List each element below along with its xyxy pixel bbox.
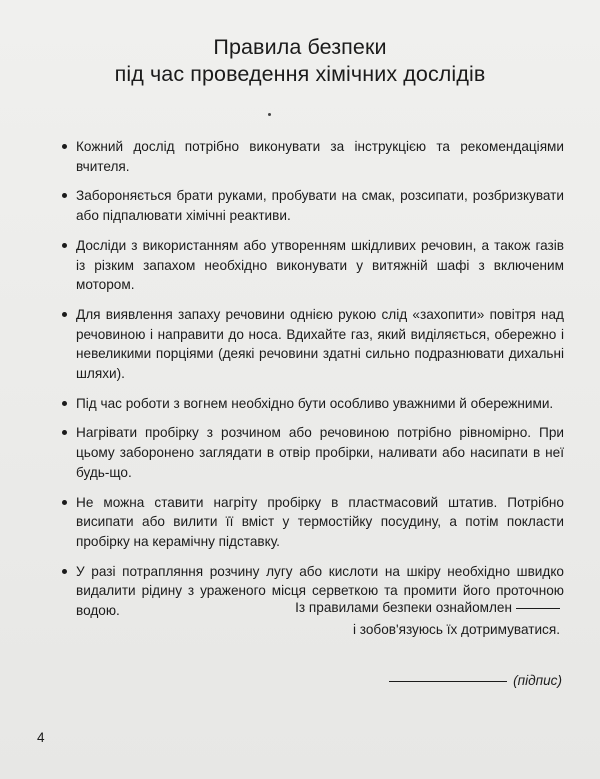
rule-text: Забороняється брати руками, пробувати на смак, розсипати, розбризкувати або підпалювати хімічні реактиви. xyxy=(76,188,564,224)
bullet-icon xyxy=(62,401,67,406)
rule-text: Під час роботи з вогнем необхідно бути особливо уважними й обережними. xyxy=(76,395,554,411)
rule-item xyxy=(62,137,564,176)
page-number: 4 xyxy=(37,730,45,745)
title-line-1: Правила безпеки xyxy=(213,35,387,59)
rule-item xyxy=(62,423,564,482)
rule-item xyxy=(62,493,564,552)
acknowledgement-block xyxy=(160,597,560,641)
rule-text: Нагрівати пробірку з розчином або речовиною потрібно рівномірно. При цьому заборонено заглядати в отвір пробірки, наливати або насипати в неї будь-що. xyxy=(76,425,564,480)
ending-blank-field[interactable] xyxy=(516,608,560,609)
bullet-icon xyxy=(62,569,67,574)
page-title xyxy=(0,34,600,88)
rule-item xyxy=(62,236,564,295)
rule-text: Досліди з використанням або утворенням шкідливих речовин, а також газів із різким запахом необхідно виконувати у витяжній шафі з включеним мотором. xyxy=(76,237,564,293)
bullet-icon xyxy=(62,243,67,248)
rule-item xyxy=(62,305,564,384)
bullet-icon xyxy=(62,430,67,435)
signature-line[interactable] xyxy=(389,681,507,682)
bullet-icon xyxy=(62,144,67,149)
signature-block xyxy=(389,671,562,691)
rule-text: Для виявлення запаху речовини однією рукою слід «захопити» повітря над речовиною і направити до носа. Вдихайте газ, який виділяється, обережно і невеликими порціями (деякі речовини здатні сильно подразнювати дихальні шляхи). xyxy=(76,306,564,382)
rule-text: Не можна ставити нагріту пробірку в пластмасовий штатив. Потрібно висипати або вилити її вміст у термостійку посудину, а потім покласти пробірку на керамічну підставку. xyxy=(76,494,564,549)
rule-item xyxy=(62,394,564,414)
safety-rules-list xyxy=(62,137,564,631)
signature-label: (підпис) xyxy=(513,673,562,688)
title-line-2: під час проведення хімічних дослідів xyxy=(114,62,486,86)
acknowledgement-text: Із правилами безпеки ознайомлен xyxy=(295,600,512,615)
acknowledgement-commitment: і зобов'язуюсь їх дотримуватися. xyxy=(353,622,560,637)
print-dot-mark xyxy=(268,113,271,116)
bullet-icon xyxy=(62,193,67,198)
rule-text: У разі потрапляння розчину лугу або кислоти на шкіру необхідно швидко видалити рідину з ураженого місця серветкою та промити його проточною водою. xyxy=(76,563,564,619)
acknowledgement-line xyxy=(160,597,560,619)
bullet-icon xyxy=(62,500,67,505)
rule-text: Кожний дослід потрібно виконувати за інструкцією та рекомендаціями вчителя. xyxy=(76,139,564,174)
bullet-icon xyxy=(62,312,67,317)
rule-item xyxy=(62,186,564,225)
